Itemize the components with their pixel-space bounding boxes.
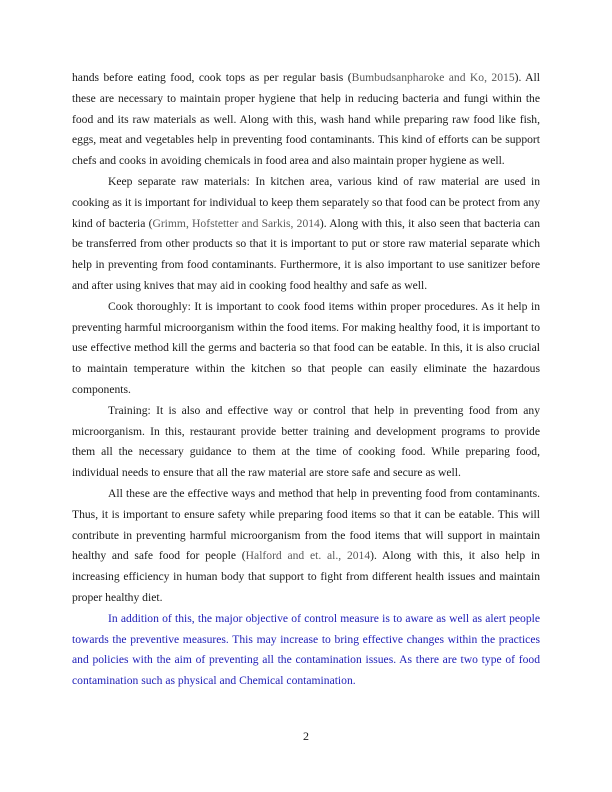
paragraph-training: Training: It is also and effective way or control that help in preventing food from any microorganism. In this, restaurant provide better training and development programs to provide them all the necessary guidance to them at the time of cooking food. While preparing food, individual needs to ensure that all the raw material are store safe and secure as well.	[72, 403, 540, 480]
paragraph-separate-raw-materials	[72, 172, 540, 297]
paragraph-text: Keep separate raw materials: In kitchen area, various kind of raw material are used in cooking as it is important for individual to keep them separately so that food can be protect from any kind of bacteria (	[72, 174, 540, 230]
paragraph-text: All these are the effective ways and method that help in preventing food from contaminants. Thus, it is important to ensure safety while preparing food items so that it can be eatable. This will contribute in preventing harmful microorganism from the food items that will support in maintain healthy and safe food for people (	[72, 486, 540, 563]
paragraph-effective-ways	[72, 484, 540, 609]
citation-grimm: Grimm, Hofstetter and Sarkis, 2014	[152, 216, 320, 230]
paragraph-text: ). Along with this, it also seen that bacteria can be transferred from other products so that it is important to put or store raw material separate which help in preventing from food contaminants. Furthermore, it is also important to use sanitizer before and after using knives that may aid in cooking food healthy and safe as well.	[72, 216, 540, 292]
page-number: 2	[303, 729, 309, 743]
paragraph-text: ). Along with this, it also help in increasing efficiency in human body that support to fight from different health issues and maintain proper healthy diet.	[72, 549, 540, 604]
paragraph-cook-thoroughly: Cook thoroughly: It is important to cook food items within proper procedures. As it help in preventing harmful microorganism within the food items. For making healthy food, it is important to use effective method kill the germs and bacteria so that food can be eatable. In this, it is also crucial to maintain temperature within the kitchen so that people can easily eliminate the hazardous components.	[72, 299, 540, 396]
paragraph-text: ). All these are necessary to maintain proper hygiene that help in reducing bacteria and fungi within the food and its raw materials as well. Along with this, wash hand while preparing raw food like fish, eggs, meat and vegetables help in preventing food contaminants. This kind of efforts can be support chefs and cooks in avoiding chemicals in food area and also maintain proper hygiene as well.	[72, 71, 540, 168]
paragraph-text: hands before eating food, cook tops as per regular basis (	[72, 71, 352, 84]
paragraph-control-measure: In addition of this, the major objective of control measure is to aware as well as alert people towards the preventive measures. This may increase to bring effective changes within the practices and policies with the aim of preventing all the contamination issues. As there are two type of food contamination such as physical and Chemical contamination.	[72, 611, 540, 688]
body-content	[72, 68, 540, 692]
citation-bumbudsanpharoke: Bumbudsanpharoke and Ko, 2015	[351, 71, 515, 84]
paragraph-hygiene	[72, 68, 540, 172]
citation-halford: Halford and et. al., 2014	[245, 549, 371, 563]
